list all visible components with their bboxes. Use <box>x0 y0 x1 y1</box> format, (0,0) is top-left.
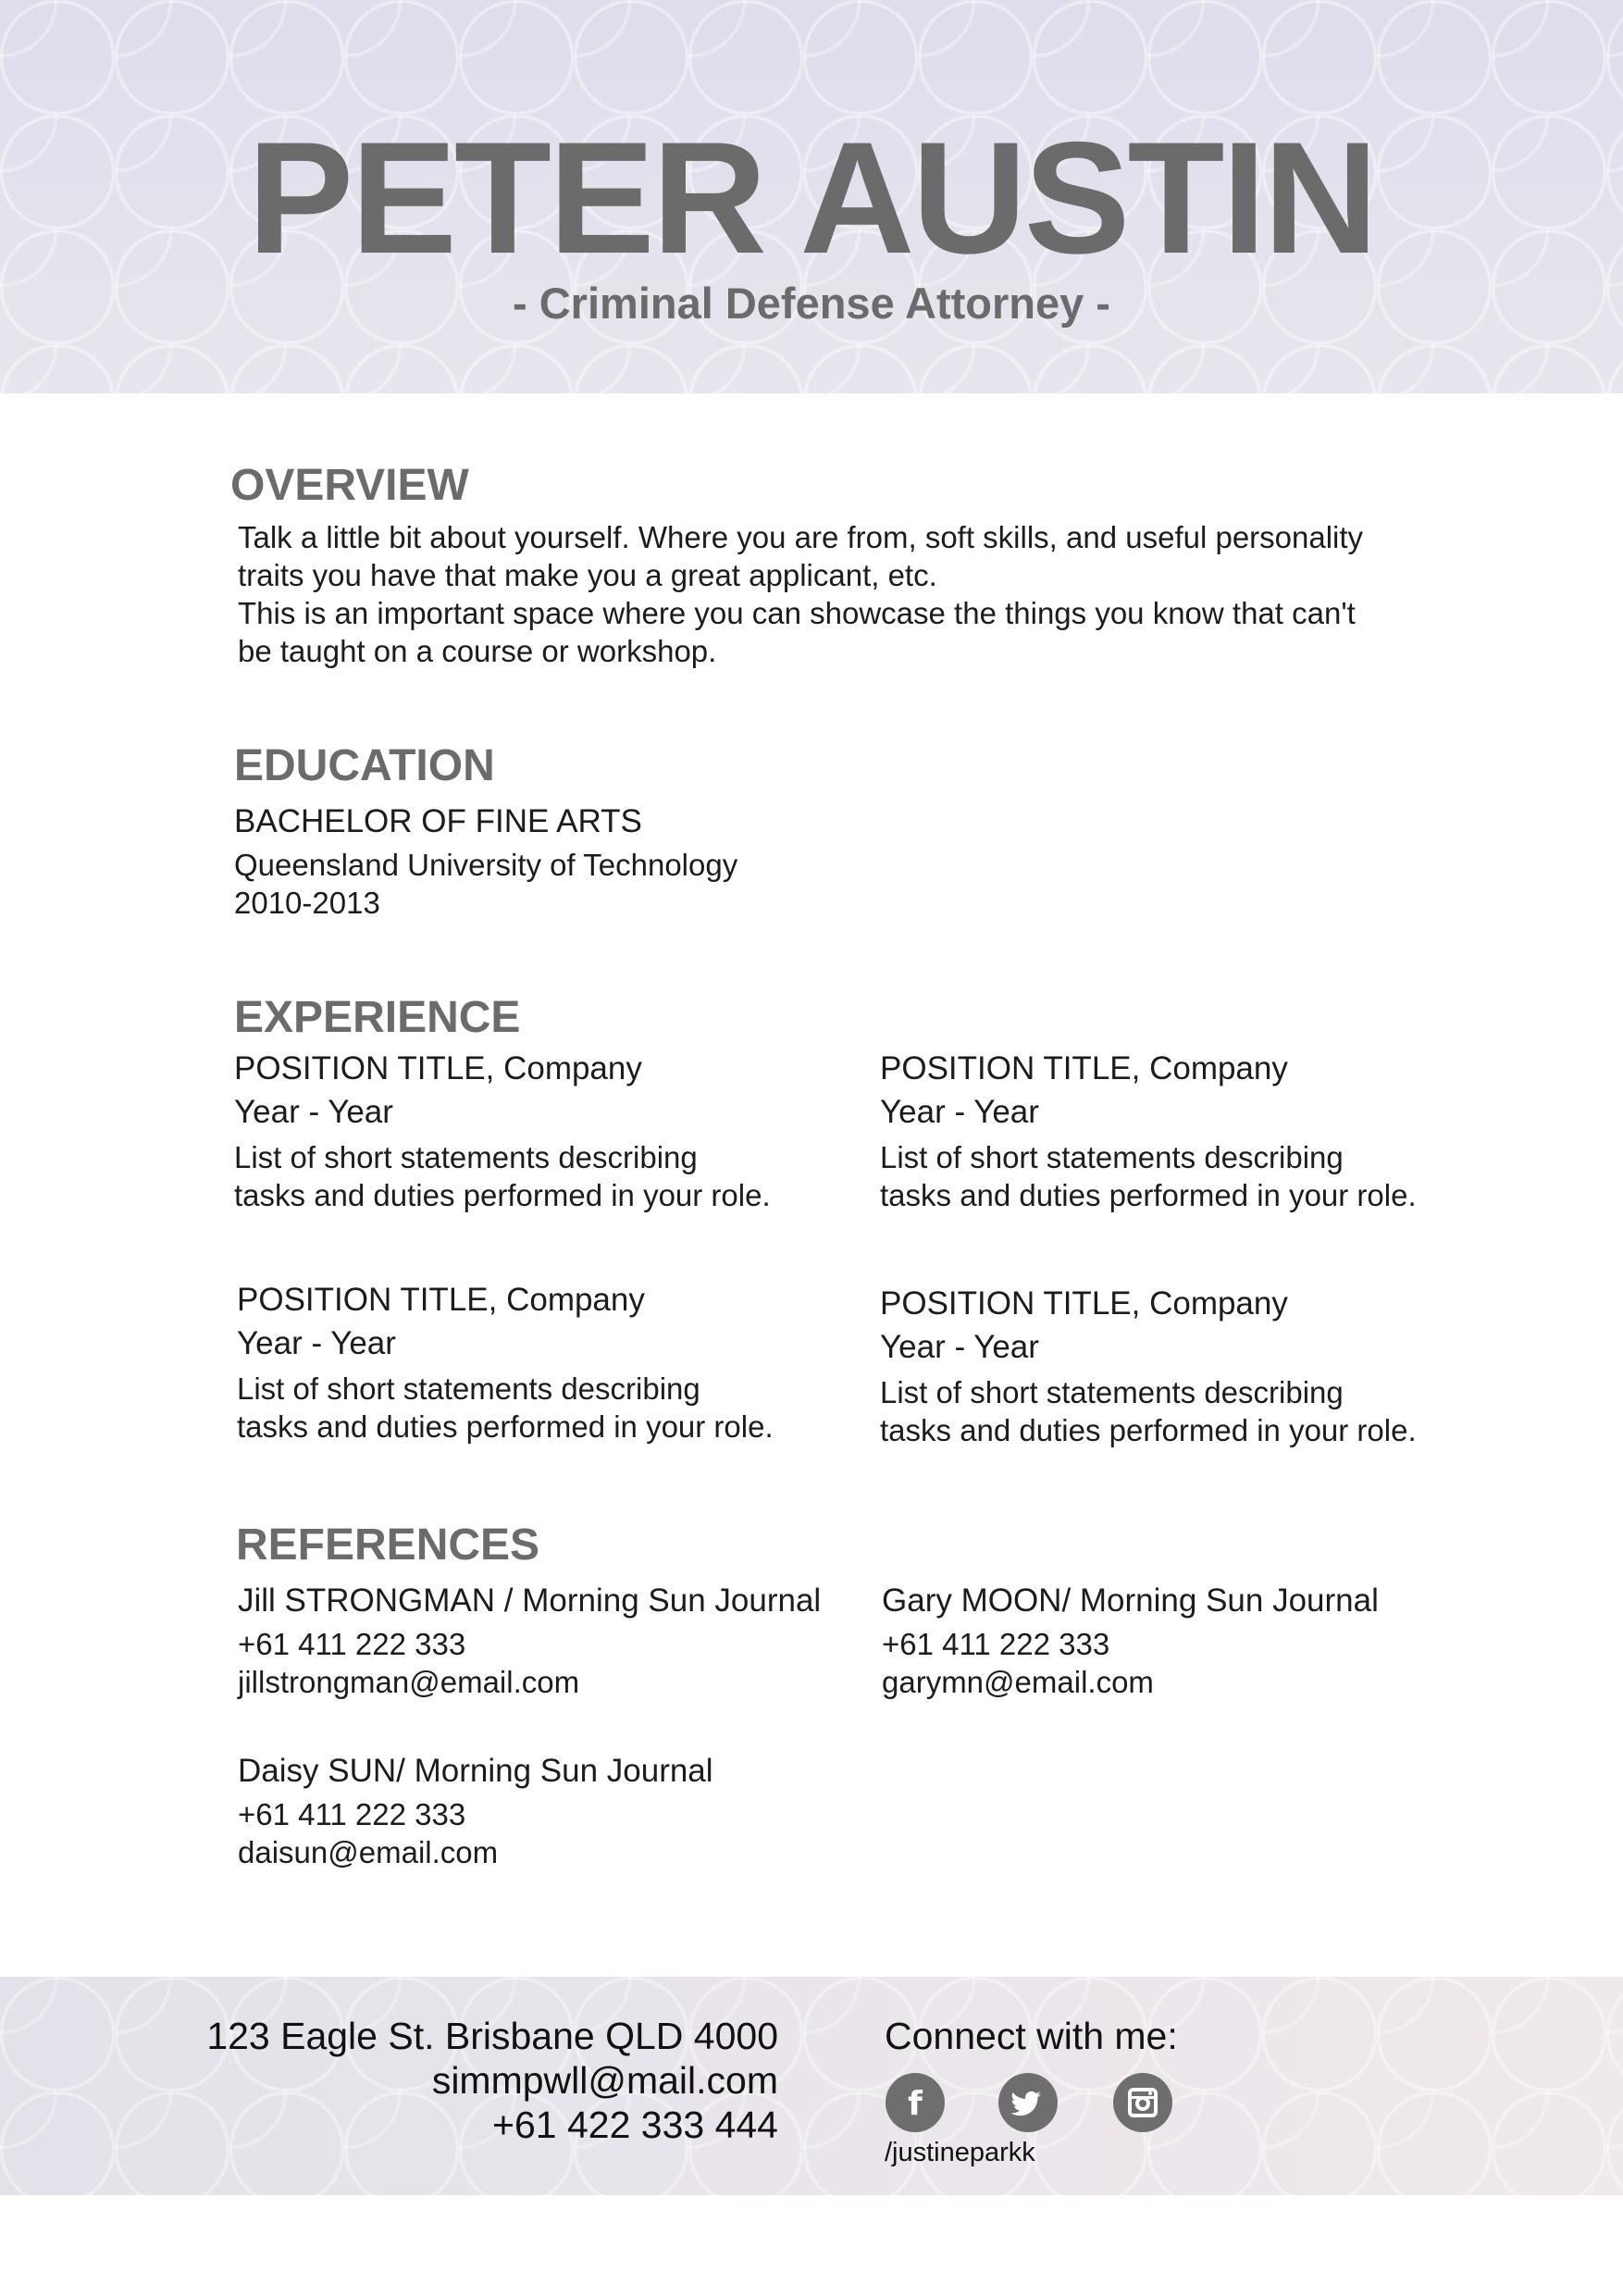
candidate-name: PETER AUSTIN <box>247 109 1376 287</box>
address: 123 Eagle St. Brisbane QLD 4000 <box>206 2015 778 2057</box>
education-school: Queensland University of Technology <box>234 848 738 882</box>
reference-email[interactable]: garymn@email.com <box>882 1665 1154 1699</box>
position-years: Year - Year <box>237 1325 396 1361</box>
contact-block <box>206 2014 778 2147</box>
position-title: POSITION TITLE, Company <box>880 1050 1288 1086</box>
position-description: List of short statements describing <box>880 1140 1344 1174</box>
position-description: tasks and duties performed in your role. <box>234 1178 771 1212</box>
overview-line: traits you have that make you a great applicant, etc. <box>238 558 937 592</box>
reference-phone: +61 411 222 333 <box>882 1627 1110 1661</box>
connect-heading: Connect with me: <box>885 2015 1178 2057</box>
education-years: 2010-2013 <box>234 886 380 920</box>
position-description: List of short statements describing <box>234 1140 698 1174</box>
overview-line: This is an important space where you can showcase the things you know that can't <box>238 596 1356 630</box>
email[interactable]: simmpwll@mail.com <box>431 2059 778 2102</box>
position-title: POSITION TITLE, Company <box>880 1285 1288 1322</box>
position-title: POSITION TITLE, Company <box>234 1050 642 1086</box>
reference-name: Jill STRONGMAN / Morning Sun Journal <box>238 1582 822 1619</box>
education-degree: BACHELOR OF FINE ARTS <box>234 803 642 839</box>
reference-name: Daisy SUN/ Morning Sun Journal <box>238 1753 713 1789</box>
position-description: tasks and duties performed in your role. <box>237 1409 774 1444</box>
position-title: POSITION TITLE, Company <box>237 1282 645 1318</box>
phone: +61 422 333 444 <box>492 2104 778 2146</box>
position-years: Year - Year <box>880 1094 1039 1130</box>
reference-email[interactable]: jillstrongman@email.com <box>238 1665 580 1699</box>
overview-line: Talk a little bit about yourself. Where you are from, soft skills, and useful personality <box>238 520 1364 554</box>
instagram-icon[interactable] <box>1113 2073 1172 2132</box>
facebook-icon[interactable] <box>886 2073 945 2132</box>
social-handle[interactable]: /justineparkk <box>885 2138 1035 2167</box>
candidate-title: - Criminal Defense Attorney - <box>513 279 1110 328</box>
position-years: Year - Year <box>880 1329 1039 1365</box>
education-heading: EDUCATION <box>234 741 495 790</box>
position-description: List of short statements describing <box>237 1371 700 1406</box>
position-description: List of short statements describing <box>880 1375 1344 1409</box>
reference-phone: +61 411 222 333 <box>238 1797 466 1831</box>
reference-email[interactable]: daisun@email.com <box>238 1835 499 1869</box>
reference-phone: +61 411 222 333 <box>238 1627 466 1661</box>
references-heading: REFERENCES <box>236 1520 540 1570</box>
position-years: Year - Year <box>234 1094 393 1130</box>
reference-name: Gary MOON/ Morning Sun Journal <box>882 1582 1379 1619</box>
position-description: tasks and duties performed in your role. <box>880 1413 1417 1447</box>
overview-line: be taught on a course or workshop. <box>238 634 717 668</box>
experience-heading: EXPERIENCE <box>234 993 521 1042</box>
overview-heading: OVERVIEW <box>230 461 469 510</box>
svg-text:f: f <box>908 2085 923 2123</box>
twitter-icon[interactable] <box>998 2073 1058 2132</box>
position-description: tasks and duties performed in your role. <box>880 1178 1417 1212</box>
